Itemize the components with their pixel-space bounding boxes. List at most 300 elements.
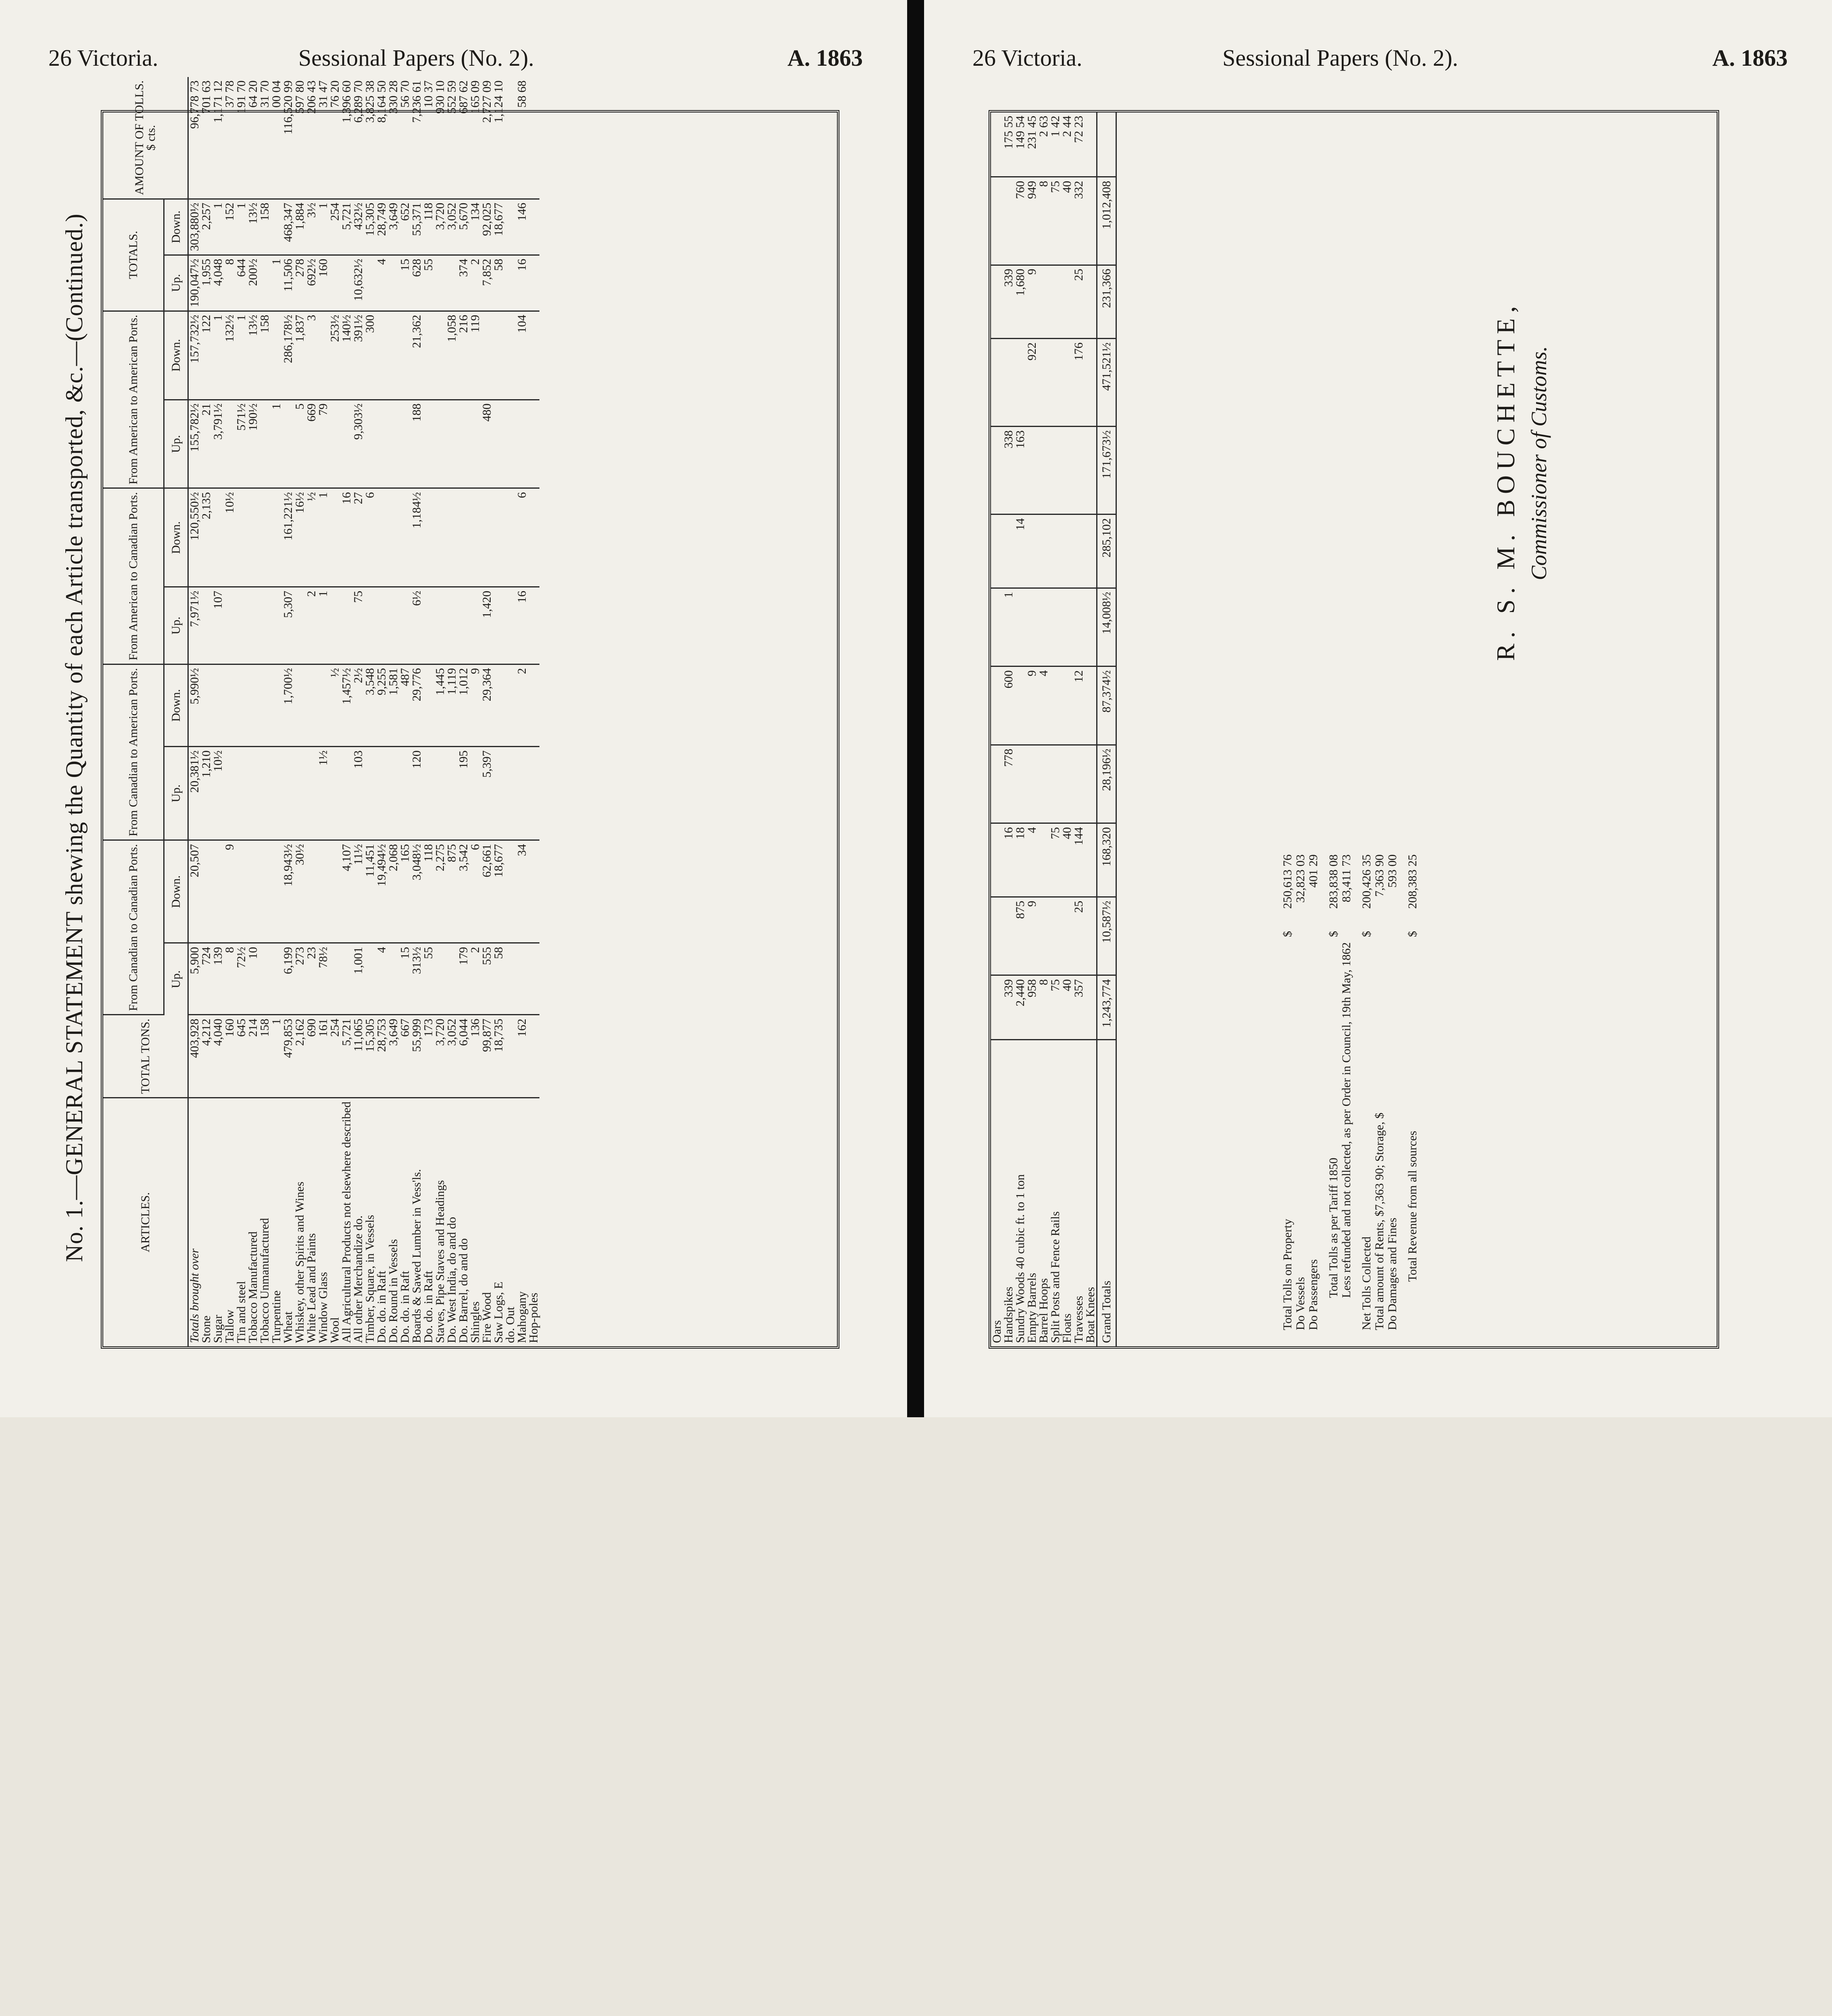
article-cell: Window Glass [316,1272,330,1343]
value-cell [376,488,387,587]
value-cell [504,400,516,488]
value-cell [306,747,317,840]
value-cell [1026,745,1038,823]
value-cell [528,587,539,664]
value-cell [1073,427,1085,514]
value-cell: 6 [469,840,481,943]
article-cell: Travesses [1072,1295,1085,1343]
value-cell [200,840,212,943]
table-row [364,77,376,1346]
value-cell: 644 [235,255,247,311]
value-cell: 28,753 [376,1015,387,1098]
value-cell [247,488,259,587]
value-cell: 1½ [317,747,329,840]
article-cell: Tin and steel [234,1281,248,1343]
value-cell [528,488,539,587]
value-cell: 19,494½ [376,840,387,943]
value-cell: 278 [294,255,306,311]
article-cell: Timber, Square, in Vessels [363,1215,377,1343]
value-cell [259,488,271,587]
table-row [376,77,387,1346]
value-cell: 92,025 [481,199,493,255]
value-cell: 18,677 [493,840,504,943]
article-cell: Sugar [211,1315,225,1343]
value-cell [317,840,329,943]
value-cell [387,747,399,840]
value-cell: 3,720 [434,199,446,255]
value-cell: 1,884 [294,199,306,255]
right-statement-table [991,112,1117,1346]
value-cell [247,747,259,840]
grand-total-value: 1,243,774 [1097,975,1116,1040]
value-cell: 4 [1026,823,1038,897]
value-cell [271,587,282,664]
value-cell: 10,632½ [352,255,364,311]
value-cell: 6,289 70 [352,77,364,199]
value-cell: 16 [516,255,528,311]
value-cell [991,265,1003,339]
article-cell: Empty Barrels [1025,1272,1039,1343]
value-cell [247,664,259,746]
value-cell: 56 70 [399,77,411,199]
value-cell: 25 [1073,897,1085,975]
value-cell: 1,171 12 [212,77,224,199]
summary-rows [1281,854,1419,1330]
value-cell: 1,210 [200,747,212,840]
right-table-body [991,112,1116,1346]
value-cell: 1,700½ [282,664,294,746]
table-row [306,77,317,1346]
session-label: 26 Victoria. [972,45,1083,71]
value-cell [516,943,528,1015]
signature-block [1491,217,1551,661]
value-cell [259,747,271,840]
article-cell: Mahogany [515,1291,529,1343]
value-cell: 00 04 [271,77,282,199]
value-cell: 5,721 [341,199,352,255]
table-row [188,77,200,1346]
value-cell [1085,666,1097,745]
table-row [224,77,235,1346]
value-cell [1085,112,1097,177]
value-cell: 4,048 [212,255,224,311]
value-cell [493,488,504,587]
value-cell: 163 [1014,427,1026,514]
value-cell: 3,052 [446,1015,458,1098]
value-cell: 28,749 [376,199,387,255]
col-articles: ARTICLES. [103,1098,188,1346]
value-cell: 20,507 [188,840,200,943]
value-cell [516,747,528,840]
value-cell [991,666,1003,745]
value-cell [1061,666,1073,745]
value-cell: 313½ [411,943,423,1015]
value-cell [504,747,516,840]
value-cell: 1,955 [200,255,212,311]
article-cell: Wool [328,1317,341,1343]
article-cell: Saw Logs, E [491,1281,505,1343]
value-cell [528,255,539,311]
article-cell: Boards & Sawed Lumber in Vess'ls. [410,1169,423,1343]
currency-label: $ cts. [144,125,158,151]
article-cell: All other Merchandize do. [351,1215,365,1343]
value-cell [423,664,434,746]
value-cell [446,747,458,840]
value-cell: 339 [1003,975,1014,1040]
value-cell [387,943,399,1015]
value-cell [271,488,282,587]
value-cell [1014,745,1026,823]
value-cell: 3,052 [446,199,458,255]
value-cell: 165 09 [469,77,481,199]
sessional-papers-label: Sessional Papers (No. 2). [1222,45,1458,71]
value-cell [1061,427,1073,514]
value-cell: 468,347 [282,199,294,255]
value-cell [423,587,434,664]
table-row [294,77,306,1346]
value-cell: 55 [423,255,434,311]
value-cell: 600 [1003,666,1014,745]
value-cell: 15 [399,943,411,1015]
value-cell [504,311,516,400]
value-cell: 332 [1073,177,1085,265]
value-cell [259,943,271,1015]
value-cell: 1 [317,488,329,587]
value-cell [1085,339,1097,427]
summary-amount: 83,411 73 [1340,854,1353,902]
value-cell [1026,588,1038,666]
col-down: Down. [164,199,188,255]
value-cell [434,587,446,664]
value-cell [271,199,282,255]
value-cell: 552 59 [446,77,458,199]
grand-total-value: 87,374½ [1097,666,1116,745]
value-cell [387,587,399,664]
value-cell: 2 [469,255,481,311]
table-row [469,77,481,1346]
right-page [924,0,1832,1417]
value-cell [200,587,212,664]
value-cell: 4,040 [212,1015,224,1098]
value-cell: 152 [224,199,235,255]
article-cell: Stone [199,1315,213,1343]
article-cell: Sundry Woods 40 cubic ft. to 1 ton [1014,1174,1027,1343]
value-cell: 15,305 [364,199,376,255]
value-cell: 1 [271,1015,282,1098]
table-row [1038,112,1049,1346]
value-cell: 5,670 [458,199,469,255]
value-cell [399,488,411,587]
value-cell: 162 [516,1015,528,1098]
value-cell [364,943,376,1015]
left-statement-table-frame [101,80,839,1349]
article-cell: Turpentine [269,1290,283,1343]
summary-row [1327,854,1340,1330]
summary-row [1307,854,1320,1330]
value-cell [259,400,271,488]
value-cell [504,1015,516,1098]
value-cell: 930 10 [434,77,446,199]
value-cell [516,400,528,488]
value-cell [235,840,247,943]
value-cell [458,400,469,488]
grand-total-value: 10,587½ [1097,897,1116,975]
value-cell: 690 [306,1015,317,1098]
value-cell [1073,588,1085,666]
value-cell: 2 [516,664,528,746]
left-table-body [188,77,539,1346]
article-cell: do. Out [503,1307,517,1343]
value-cell: 58 [493,943,504,1015]
value-cell [364,400,376,488]
value-cell: 158 [259,199,271,255]
table-row [1073,112,1085,1346]
value-cell: 3,825 38 [364,77,376,199]
value-cell [991,745,1003,823]
value-cell [504,943,516,1015]
summary-amount: 401 29 [1307,854,1320,888]
summary-amount: 7,363 90 [1373,854,1386,897]
value-cell [458,587,469,664]
table-row [493,77,504,1346]
table-row [423,77,434,1346]
article-cell: Oars [990,1320,1003,1343]
year-label: A. 1863 [1712,45,1788,71]
value-cell: 15 [399,255,411,311]
value-cell [317,664,329,746]
value-cell: 216 [458,311,469,400]
value-cell [282,400,294,488]
summary-row [1386,854,1399,1330]
value-cell [1026,514,1038,588]
value-cell: 157,732½ [188,311,200,400]
summary-label: Total Revenue from all sources [1406,1131,1419,1282]
value-cell [434,747,446,840]
table-row [991,112,1003,1346]
value-cell: 214 [247,1015,259,1098]
value-cell: 687 62 [458,77,469,199]
value-cell [1049,339,1061,427]
value-cell [528,400,539,488]
value-cell: 7,852 [481,255,493,311]
article-cell: Fire Wood [480,1292,493,1343]
tolls-summary [1281,854,1491,1330]
value-cell [1073,745,1085,823]
value-cell: 134 [469,199,481,255]
col-canadian-to-canadian: From Canadian to Canadian Ports. [103,840,164,1015]
table-row [1049,112,1061,1346]
value-cell [329,747,341,840]
value-cell [991,177,1003,265]
value-cell: 338 [1003,427,1014,514]
value-cell: 190,047½ [188,255,200,311]
table-row [1026,112,1038,1346]
value-cell [1085,514,1097,588]
table-row [235,77,247,1346]
value-cell: 55 [423,943,434,1015]
value-cell [493,587,504,664]
value-cell: 875 [1014,897,1026,975]
value-cell: 9,303½ [352,400,364,488]
summary-label: Total amount of Rents, $7,363 90; Storage, $ [1373,1112,1386,1330]
value-cell: 75 [1049,975,1061,1040]
value-cell: 1 42 [1049,112,1061,177]
value-cell [364,587,376,664]
value-cell: 122 [200,311,212,400]
value-cell [504,77,516,199]
table-row [317,77,329,1346]
col-down: Down. [164,840,188,943]
value-cell [387,488,399,587]
grand-total-value: 285,102 [1097,514,1116,588]
article-cell: Handspikes [1002,1287,1015,1343]
value-cell: 1,124 10 [493,77,504,199]
value-cell [481,311,493,400]
col-down: Down. [164,488,188,587]
value-cell: 3,542 [458,840,469,943]
value-cell: 2 [469,943,481,1015]
value-cell: 1 [235,311,247,400]
value-cell [341,587,352,664]
value-cell [469,400,481,488]
col-canadian-to-american: From Canadian to American Ports. [103,664,164,840]
value-cell [271,747,282,840]
value-cell [1061,745,1073,823]
value-cell: 692½ [306,255,317,311]
value-cell: 254 [329,1015,341,1098]
col-down: Down. [164,664,188,746]
value-cell [446,488,458,587]
value-cell [446,587,458,664]
value-cell: 176 [1073,339,1085,427]
value-cell [1049,897,1061,975]
value-cell [1085,427,1097,514]
value-cell [224,664,235,746]
value-cell: 34 [516,840,528,943]
value-cell: 206 43 [306,77,317,199]
value-cell: 55,371 [411,199,423,255]
value-cell: 8 [224,255,235,311]
value-cell [528,311,539,400]
summary-label: Less refunded and not collected, as per Order in Council, 19th May, 1862 [1340,942,1353,1298]
value-cell: 27 [352,488,364,587]
value-cell: 3,649 [387,1015,399,1098]
value-cell [434,255,446,311]
value-cell: 149 54 [1014,112,1026,177]
value-cell: 144 [1073,823,1085,897]
value-cell: 652 [399,199,411,255]
value-cell: 5 [294,400,306,488]
table-row [1061,112,1073,1346]
value-cell [329,587,341,664]
value-cell: 6,044 [458,1015,469,1098]
summary-label: Total Tolls on Property [1281,1218,1294,1330]
value-cell: 21,362 [411,311,423,400]
value-cell: 339 [1003,265,1014,339]
value-cell: 195 [458,747,469,840]
value-cell: 1,184½ [411,488,423,587]
value-cell: 14 [1014,514,1026,588]
value-cell: 479,853 [282,1015,294,1098]
value-cell: 701 63 [200,77,212,199]
value-cell [446,255,458,311]
value-cell: 79 [317,400,329,488]
article-cell: Do. do. in Raft [421,1270,435,1343]
value-cell: 330 28 [387,77,399,199]
col-american-to-american: From American to American Ports. [103,311,164,488]
table-row [200,77,212,1346]
value-cell: 16 [516,587,528,664]
value-cell [991,897,1003,975]
value-cell [1038,427,1049,514]
article-cell: Totals brought over [187,1248,201,1343]
value-cell: 118 [423,840,434,943]
article-cell: Boat Knees [1084,1287,1097,1343]
summary-label: Net Tolls Collected [1360,1236,1373,1330]
value-cell [446,400,458,488]
value-cell [469,747,481,840]
col-totals: TOTALS. [103,199,164,311]
value-cell: 2,135 [200,488,212,587]
value-cell: 40 [1061,975,1073,1040]
value-cell [1085,265,1097,339]
summary-amount: 32,823 03 [1294,854,1307,903]
value-cell [528,664,539,746]
value-cell [1061,897,1073,975]
value-cell [341,943,352,1015]
value-cell: 55,999 [411,1015,423,1098]
value-cell: 303,880½ [188,199,200,255]
value-cell: 5,307 [282,587,294,664]
value-cell: 15,305 [364,1015,376,1098]
grand-total-value: 231,366 [1097,265,1116,339]
value-cell: 286,178½ [282,311,294,400]
value-cell: 875 [446,840,458,943]
value-cell [1061,588,1073,666]
value-cell [493,664,504,746]
table-row [434,77,446,1346]
value-cell: 273 [294,943,306,1015]
value-cell [504,587,516,664]
value-cell [376,311,387,400]
value-cell: 1 [212,311,224,400]
article-cell: Split Posts and Fence Rails [1049,1211,1062,1343]
value-cell: 8 [1038,975,1049,1040]
value-cell: 132½ [224,311,235,400]
value-cell: 96,778 73 [188,77,200,199]
summary-row [1340,854,1353,1330]
value-cell: 1,680 [1014,265,1026,339]
value-cell [493,400,504,488]
summary-label: Total Tolls as per Tariff 1850 [1327,1158,1340,1298]
sessional-papers-label: Sessional Papers (No. 2). [298,45,534,71]
value-cell [376,747,387,840]
value-cell: 9,255 [376,664,387,746]
value-cell [434,488,446,587]
value-cell: 75 [1049,177,1061,265]
value-cell [1038,823,1049,897]
value-cell: 3,548 [364,664,376,746]
value-cell: 4 [1038,666,1049,745]
value-cell [376,400,387,488]
value-cell: 1,420 [481,587,493,664]
value-cell: 922 [1026,339,1038,427]
value-cell [528,840,539,943]
value-cell [446,943,458,1015]
col-total-tons: TOTAL TONS. [103,1015,188,1098]
value-cell: 253½ [329,311,341,400]
value-cell [364,747,376,840]
